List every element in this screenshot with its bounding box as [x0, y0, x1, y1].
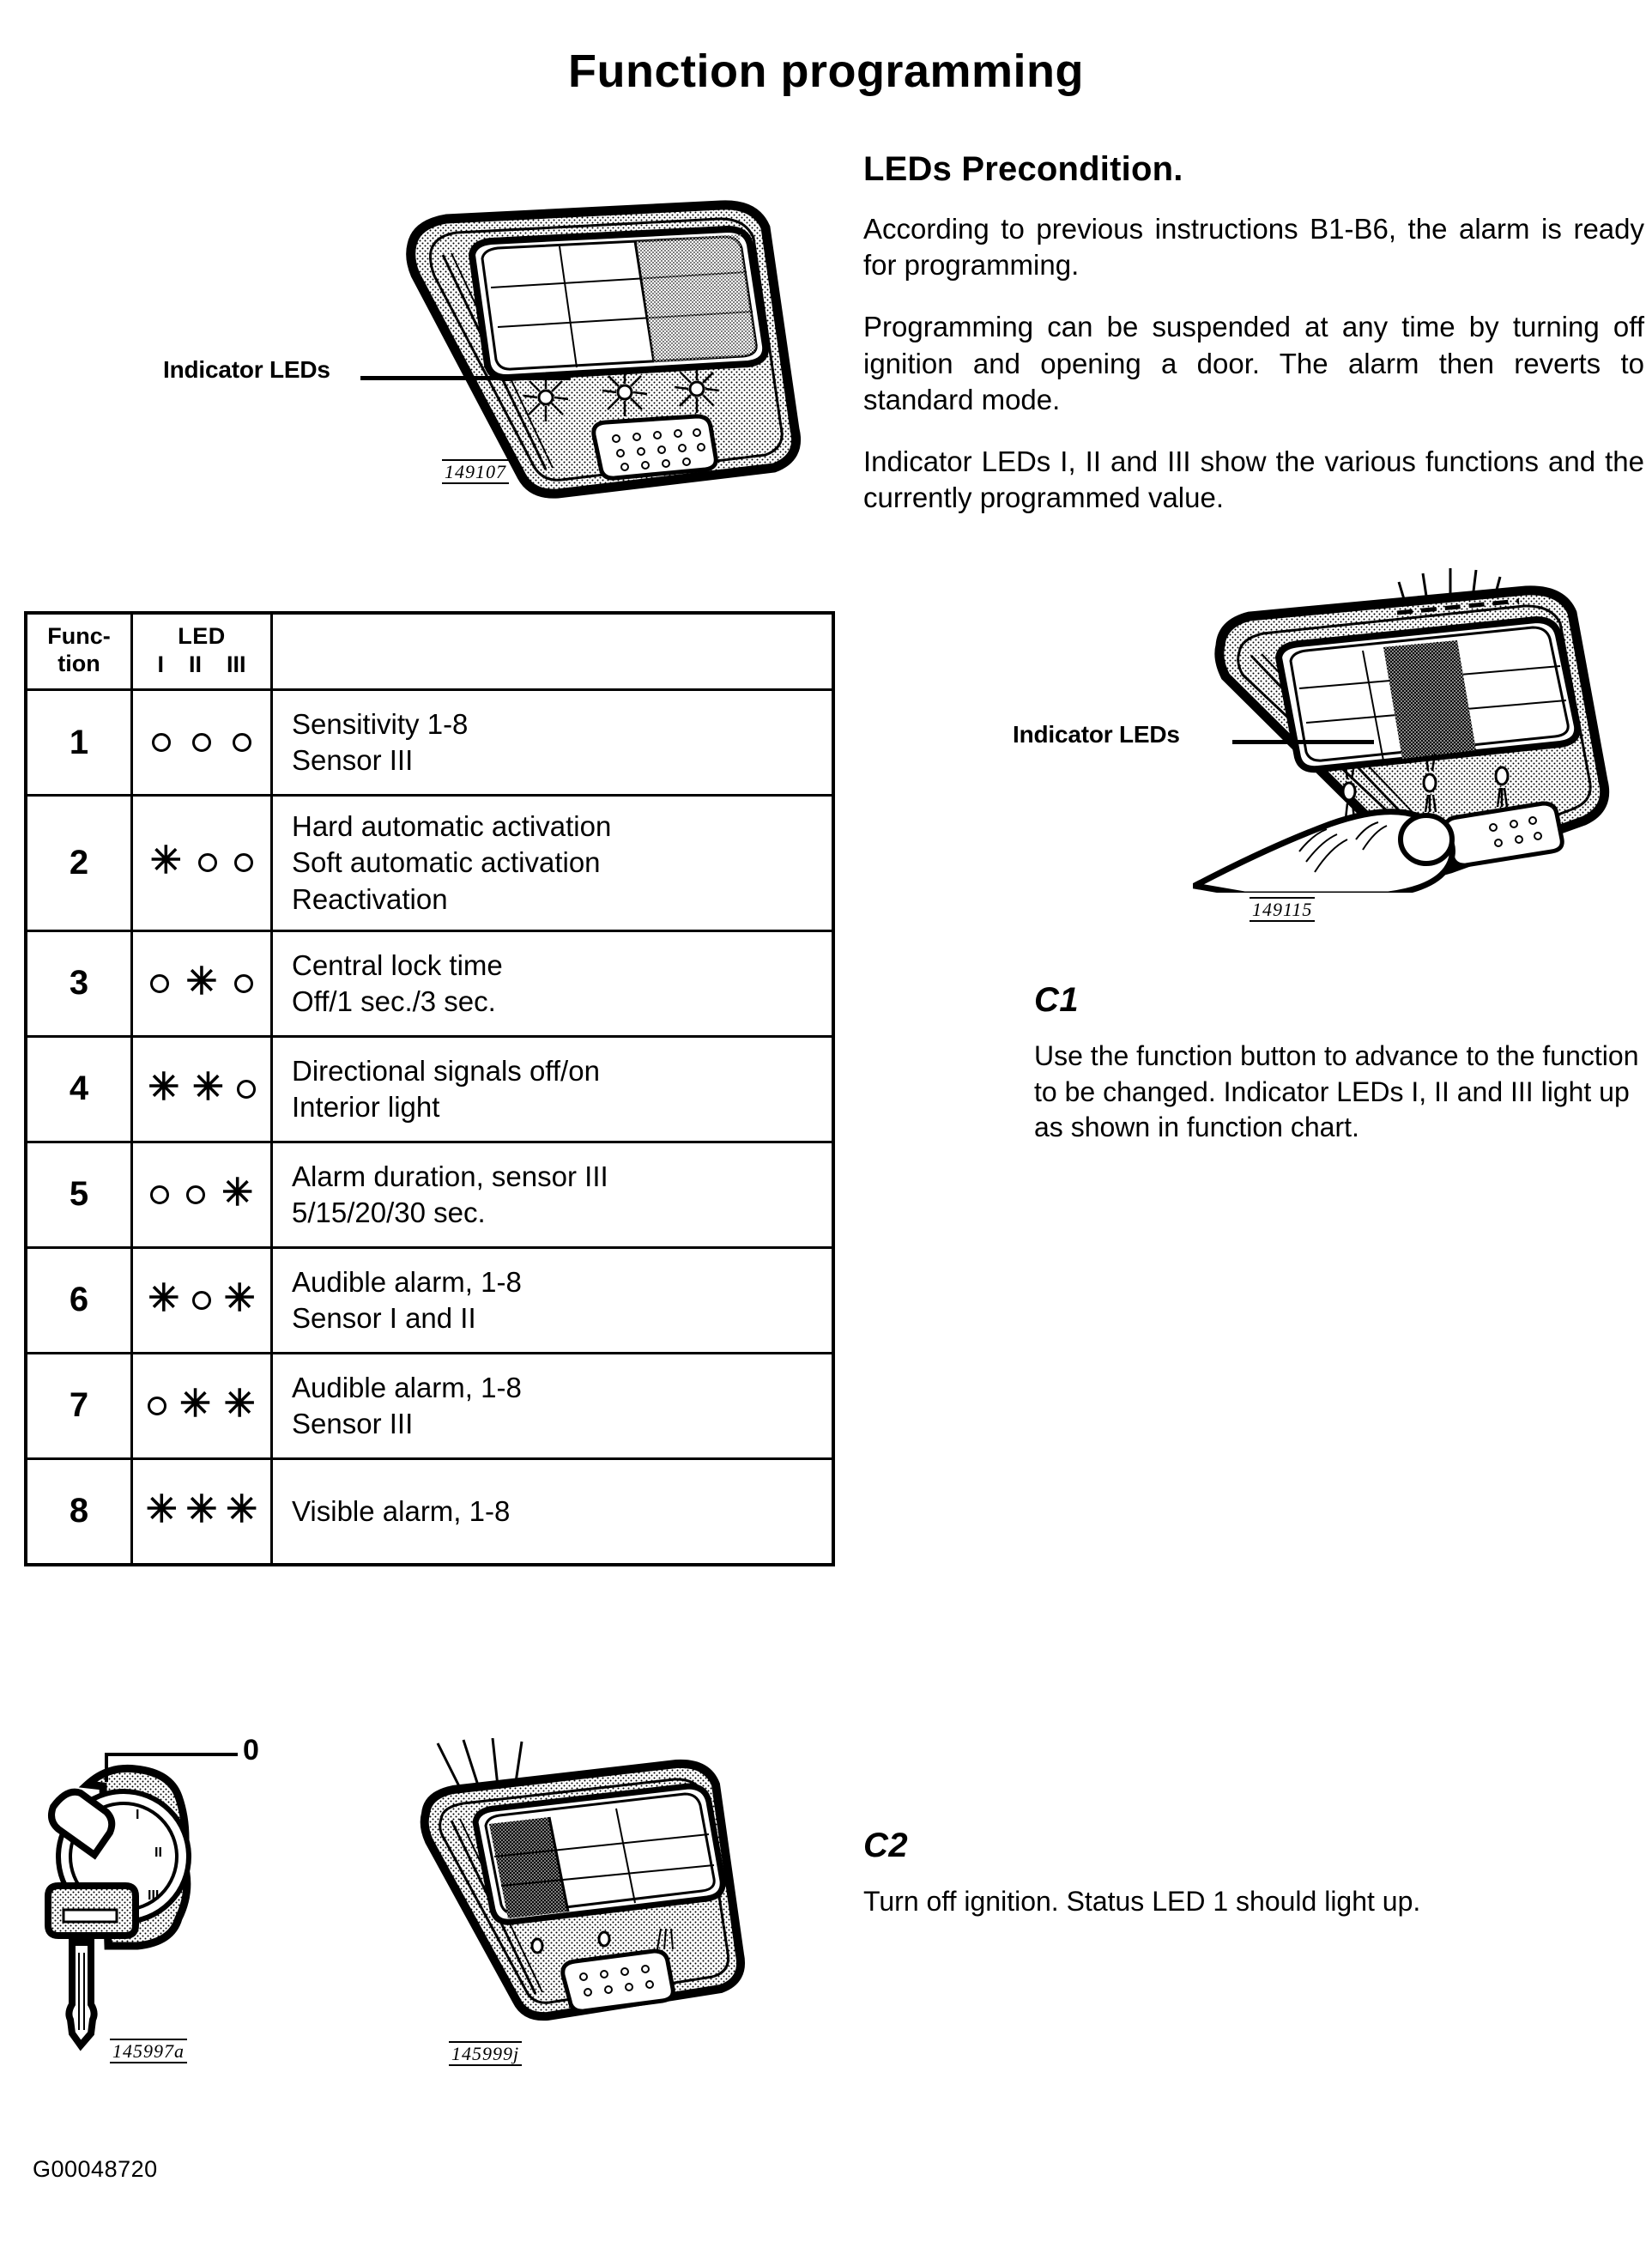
page-title: Function programming [568, 45, 1084, 97]
header-led-i: I [157, 651, 164, 678]
cell-led-pattern [132, 690, 272, 796]
led-ii-off-icon [192, 733, 211, 752]
callout-indicator-leds-top: Indicator LEDs [163, 356, 330, 383]
figure-number-145997a: 145997a [110, 2039, 187, 2063]
table-row [26, 1142, 833, 1247]
cell-description [272, 1142, 834, 1247]
step-c1-text: Use the function button to advance to the function to be changed. Indicator LEDs I, II and III light up as shown in function chart. [1034, 1040, 1639, 1143]
cell-led-pattern [132, 1036, 272, 1142]
cell-description [272, 690, 834, 796]
header-function-line1: Func- [47, 623, 111, 650]
function-chart-table [24, 611, 835, 1566]
description-line: 5/15/20/30 sec. [292, 1196, 486, 1228]
description-line: Soft automatic activation [292, 846, 601, 879]
svg-text:III: III [148, 1888, 160, 1903]
cell-function-number: 7 [26, 1353, 132, 1458]
led-iii-off-icon [234, 853, 253, 872]
figure-number-149107: 149107 [442, 459, 509, 484]
led-pattern-row [142, 733, 262, 752]
svg-text:I: I [136, 1808, 140, 1822]
led-ii-off-icon [198, 853, 217, 872]
header-description [272, 613, 834, 690]
led-ii-on-icon: ✳ [185, 960, 218, 1003]
intro-paragraph-3: Indicator LEDs I, II and III show the various functions and the currently programmed value. [863, 445, 1644, 514]
cell-function-number: 1 [26, 690, 132, 796]
leader-line-key [105, 1753, 238, 1756]
description-line: Sensitivity 1-8 [292, 707, 469, 740]
description-line: Interior light [292, 1090, 440, 1123]
step-c1-heading: C1 [1034, 981, 1080, 1019]
figure-number-145999j: 145999j [449, 2041, 522, 2066]
header-led [132, 613, 272, 690]
led-ii-on-icon: ✳ [179, 1382, 211, 1425]
description-line: Sensor III [292, 1407, 414, 1439]
led-i-on-icon: ✳ [145, 1488, 178, 1530]
table-row [26, 930, 833, 1036]
figure-alarm-unit-bottom [403, 1738, 764, 2030]
footer-document-code: G00048720 [33, 2156, 158, 2182]
intro-paragraph-1: According to previous instructions B1-B6, the alarm is ready for programming. [863, 213, 1644, 282]
description-line: Off/1 sec./3 sec. [292, 985, 496, 1017]
cell-function-number: 4 [26, 1036, 132, 1142]
cell-description [272, 1458, 834, 1565]
leds-precondition-section [863, 150, 1644, 517]
led-ii-off-icon [192, 1291, 211, 1310]
header-led-ii: II [188, 651, 202, 678]
cell-function-number: 5 [26, 1142, 132, 1247]
table-row [26, 1036, 833, 1142]
led-iii-off-icon [234, 974, 253, 993]
cell-led-pattern [132, 796, 272, 931]
description-line: Visible alarm, 1-8 [292, 1494, 511, 1527]
header-led-word: LED [178, 623, 226, 649]
description-line: Audible alarm, 1-8 [292, 1371, 522, 1403]
step-c2-text: Turn off ignition. Status LED 1 should light up. [863, 1886, 1421, 1917]
table-row [26, 690, 833, 796]
description-line: Audible alarm, 1-8 [292, 1265, 522, 1298]
led-pattern-row [142, 1488, 262, 1530]
table-row [26, 1247, 833, 1353]
alarm-unit-finger-illustration [1193, 567, 1639, 893]
cell-description [272, 1353, 834, 1458]
led-i-off-icon [150, 974, 169, 993]
description-line: Directional signals off/on [292, 1054, 600, 1087]
header-led-iii: III [226, 651, 246, 678]
callout-indicator-leds-finger: Indicator LEDs [1013, 721, 1180, 748]
led-pattern-row [142, 1171, 262, 1214]
led-pattern-row [142, 1382, 262, 1425]
cell-description [272, 1036, 834, 1142]
led-ii-on-icon: ✳ [185, 1488, 218, 1530]
figure-alarm-unit-top [378, 193, 824, 502]
led-ii-off-icon [186, 1185, 205, 1204]
led-i-on-icon: ✳ [148, 1065, 180, 1108]
function-chart-body [26, 690, 833, 1565]
led-iii-on-icon: ✳ [221, 1171, 254, 1214]
leader-line-key-stub [105, 1753, 108, 1782]
led-iii-off-icon [237, 1080, 256, 1099]
led-i-off-icon [152, 733, 171, 752]
cell-function-number: 8 [26, 1458, 132, 1565]
led-i-on-icon: ✳ [148, 1276, 180, 1319]
cell-description [272, 796, 834, 931]
cell-function-number: 3 [26, 930, 132, 1036]
led-pattern-row [142, 960, 262, 1003]
cell-led-pattern [132, 1353, 272, 1458]
header-function [26, 613, 132, 690]
table-header-row [26, 613, 833, 690]
cell-led-pattern [132, 1247, 272, 1353]
step-c1-block [1034, 981, 1648, 1172]
header-led-roman-row [133, 650, 270, 678]
description-line: Alarm duration, sensor III [292, 1160, 608, 1192]
description-line: Sensor III [292, 744, 414, 777]
ignition-key-illustration [41, 1747, 213, 2056]
led-iii-on-icon: ✳ [223, 1276, 256, 1319]
description-line: Sensor I and II [292, 1301, 476, 1334]
cell-led-pattern [132, 1458, 272, 1565]
alarm-unit-illustration [378, 193, 824, 502]
led-pattern-row [142, 1065, 262, 1108]
led-i-off-icon [150, 1185, 169, 1204]
leader-line-finger [1232, 740, 1374, 744]
figure-alarm-unit-finger [1193, 567, 1639, 893]
led-iii-on-icon: ✳ [226, 1488, 258, 1530]
leds-precondition-heading: LEDs Precondition. [863, 150, 1183, 188]
cell-function-number: 2 [26, 796, 132, 931]
leader-line-top [360, 376, 571, 380]
intro-paragraph-2: Programming can be suspended at any time by turning off ignition and opening a door. The alarm then reverts to standard mode. [863, 311, 1644, 415]
cell-function-number: 6 [26, 1247, 132, 1353]
led-pattern-row [142, 839, 262, 882]
led-i-on-icon: ✳ [149, 839, 182, 882]
table-row [26, 1353, 833, 1458]
description-line: Hard automatic activation [292, 810, 612, 843]
led-pattern-row [142, 1276, 262, 1319]
led-ii-on-icon: ✳ [192, 1065, 224, 1108]
svg-text:II: II [154, 1845, 162, 1860]
callout-ignition-position-zero: 0 [243, 1734, 259, 1766]
cell-description [272, 930, 834, 1036]
step-c2-block [863, 1827, 1649, 1920]
led-iii-off-icon [233, 733, 251, 752]
figure-number-149115: 149115 [1250, 897, 1315, 922]
led-i-off-icon [148, 1397, 166, 1415]
description-line: Central lock time [292, 948, 503, 981]
header-function-line2: tion [57, 651, 100, 677]
led-iii-on-icon: ✳ [223, 1382, 256, 1425]
table-row [26, 796, 833, 931]
cell-led-pattern [132, 1142, 272, 1247]
cell-description [272, 1247, 834, 1353]
cell-led-pattern [132, 930, 272, 1036]
step-c2-heading: C2 [863, 1827, 909, 1864]
table-row [26, 1458, 833, 1565]
figure-ignition-key [41, 1747, 213, 2056]
alarm-unit-bottom-illustration [403, 1738, 764, 2030]
description-line: Reactivation [292, 882, 448, 915]
